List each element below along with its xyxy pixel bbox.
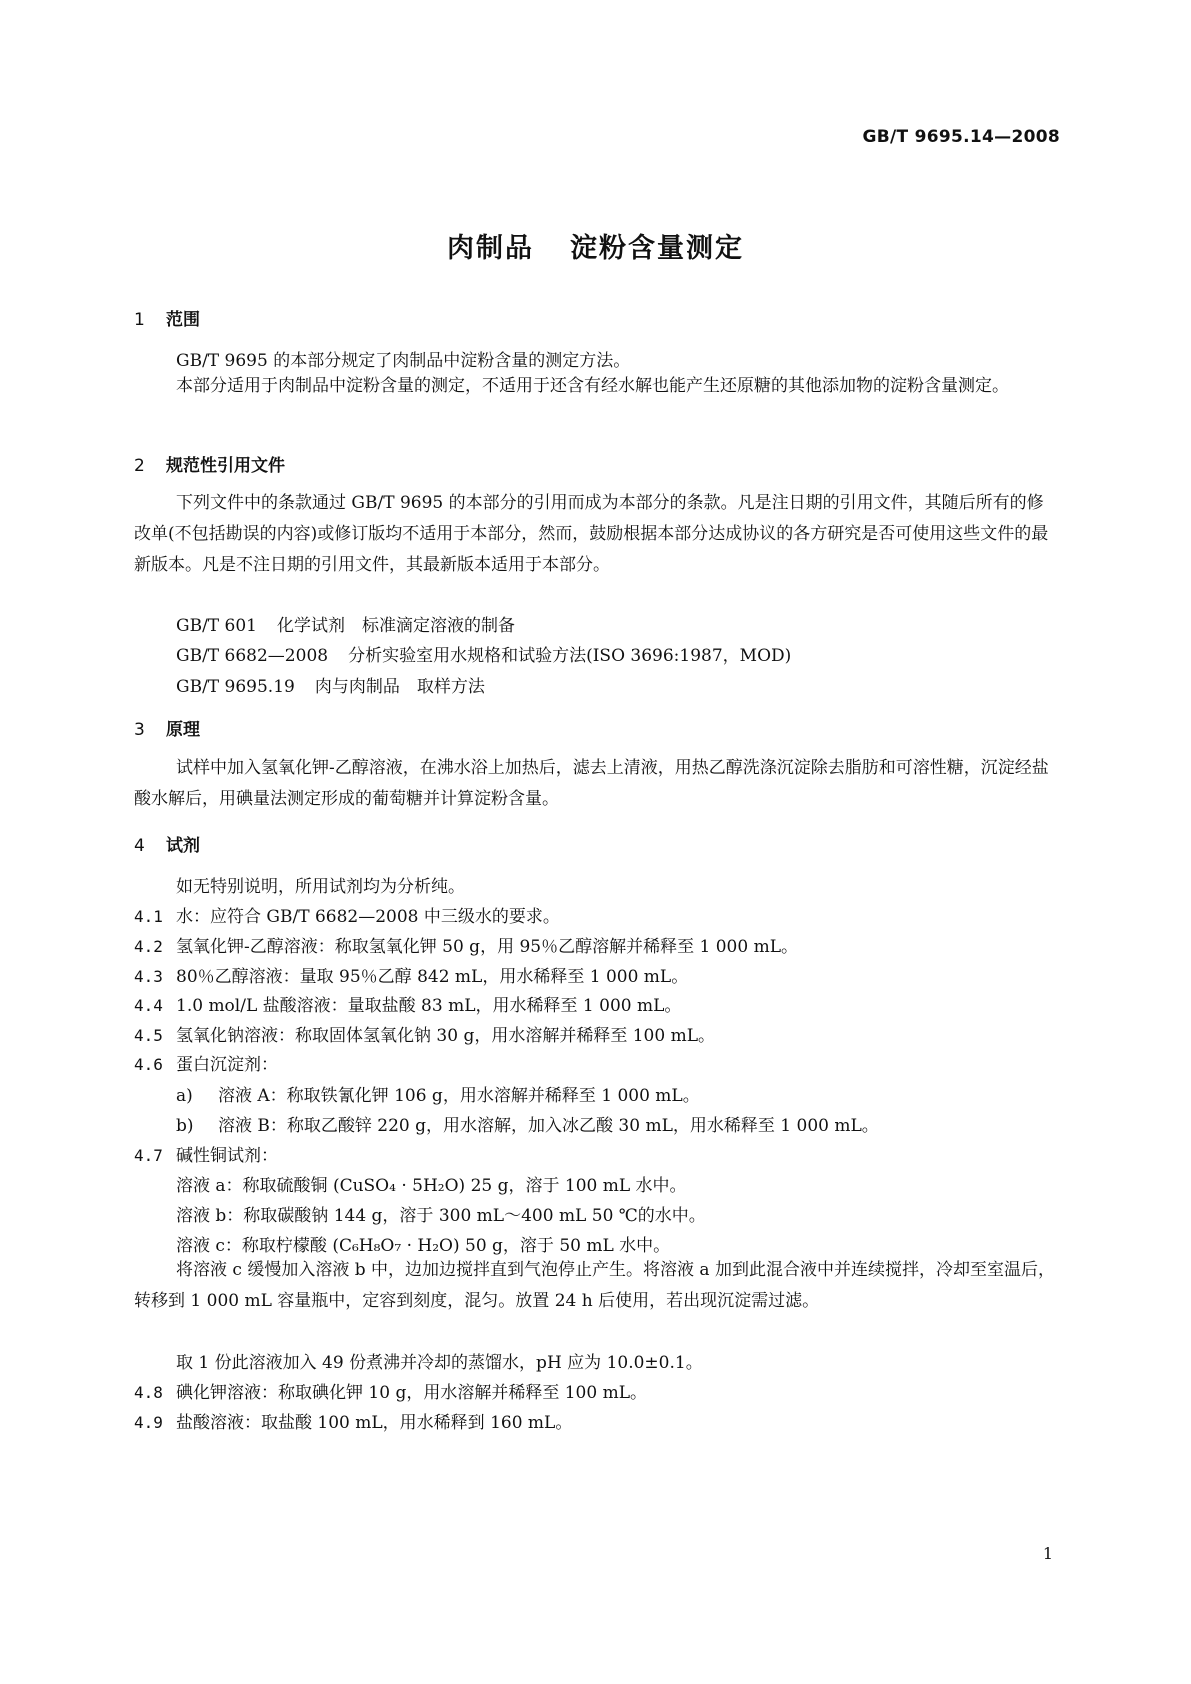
sub-item-marker: a) bbox=[176, 1086, 193, 1106]
clause-item bbox=[134, 1050, 278, 1075]
section-number: 3 bbox=[134, 720, 145, 740]
clause-text: 蛋白沉淀剂： bbox=[176, 1055, 278, 1075]
clause-number: 4.7 bbox=[134, 1146, 163, 1165]
clause-text: 水：应符合 GB/T 6682—2008 中三级水的要求。 bbox=[176, 907, 560, 927]
clause-item bbox=[134, 932, 798, 957]
section-1-heading bbox=[134, 305, 200, 330]
dilution-instructions: 取 1 份此溶液加入 49 份煮沸并冷却的蒸馏水，pH 应为 10.0±0.1。 bbox=[176, 1353, 703, 1373]
clause-text: 盐酸溶液：取盐酸 100 mL，用水稀释到 160 mL。 bbox=[176, 1413, 573, 1433]
reference-code: GB/T 6682—2008 bbox=[176, 646, 329, 666]
clause-text: 碘化钾溶液：称取碘化钾 10 g，用水溶解并稀释至 100 mL。 bbox=[176, 1383, 647, 1403]
clause-number: 4.3 bbox=[134, 967, 163, 986]
clause-text: 1.0 mol/L 盐酸溶液：量取盐酸 83 mL，用水稀释至 1 000 mL。 bbox=[176, 996, 682, 1016]
s3-paragraph-1: 试样中加入氢氧化钾-乙醇溶液，在沸水浴上加热后，滤去上清液，用热乙醇洗涤沉淀除去脂肪和可溶性糖，沉淀经盐酸水解后，用碘量法测定形成的葡萄糖并计算淀粉含量。 bbox=[134, 758, 1049, 809]
reference-code: GB/T 601 bbox=[176, 616, 257, 636]
clause-text: 80％乙醇溶液：量取 95％乙醇 842 mL，用水稀释至 1 000 mL。 bbox=[176, 967, 689, 987]
clause-item bbox=[134, 962, 688, 987]
sub-item bbox=[176, 1111, 879, 1136]
sub-item-text: 溶液 A：称取铁氰化钾 106 g，用水溶解并稀释至 1 000 mL。 bbox=[218, 1086, 700, 1106]
clause-item bbox=[134, 1141, 278, 1166]
section-number: 2 bbox=[134, 456, 145, 476]
clause-text: 氢氧化钾-乙醇溶液：称取氢氧化钾 50 g，用 95％乙醇溶解并稀释至 1 000 mL。 bbox=[176, 937, 798, 957]
section-2-heading bbox=[134, 451, 285, 476]
clause-item bbox=[134, 902, 560, 927]
sub-item bbox=[176, 1081, 700, 1106]
clause-number: 4.5 bbox=[134, 1026, 163, 1045]
s4-intro: 如无特别说明，所用试剂均为分析纯。 bbox=[176, 877, 465, 897]
clause-number: 4.8 bbox=[134, 1383, 163, 1402]
section-number: 1 bbox=[134, 310, 145, 330]
reference-title: 肉与肉制品 取样方法 bbox=[314, 677, 485, 697]
clause-number: 4.9 bbox=[134, 1413, 163, 1432]
title-part1: 肉制品 bbox=[447, 233, 534, 264]
reference-code: GB/T 9695.19 bbox=[176, 677, 295, 697]
clause-item bbox=[134, 1378, 647, 1403]
clause-item bbox=[134, 1408, 572, 1433]
section-number: 4 bbox=[134, 836, 145, 856]
section-4-heading bbox=[134, 831, 200, 856]
reference-item bbox=[176, 611, 515, 636]
solution-b: 溶液 b：称取碳酸钠 144 g，溶于 300 mL～400 mL 50 ℃的水中。 bbox=[176, 1206, 706, 1226]
sub-item-text: 溶液 B：称取乙酸锌 220 g，用水溶解，加入冰乙酸 30 mL，用水稀释至 1 000 mL。 bbox=[218, 1116, 879, 1136]
section-title: 范围 bbox=[166, 310, 200, 330]
clause-item bbox=[134, 1021, 715, 1046]
section-title: 试剂 bbox=[166, 836, 200, 856]
reference-title: 分析实验室用水规格和试验方法(ISO 3696:1987，MOD) bbox=[348, 646, 792, 666]
section-title: 规范性引用文件 bbox=[166, 456, 285, 476]
solution-a: 溶液 a：称取硫酸铜 (CuSO₄ · 5H₂O) 25 g，溶于 100 mL 水中。 bbox=[176, 1176, 687, 1196]
s1-paragraph-1: GB/T 9695 的本部分规定了肉制品中淀粉含量的测定方法。 bbox=[176, 351, 631, 371]
page-number: 1 bbox=[1042, 1544, 1053, 1563]
clause-number: 4.1 bbox=[134, 907, 163, 926]
title-part2: 淀粉含量测定 bbox=[570, 233, 744, 264]
reference-item bbox=[176, 672, 485, 697]
clause-item bbox=[134, 991, 681, 1016]
section-3-heading bbox=[134, 715, 200, 740]
s1-paragraph-2: 本部分适用于肉制品中淀粉含量的测定，不适用于还含有经水解也能产生还原糖的其他添加物的淀粉含量测定。 bbox=[176, 376, 1009, 396]
clause-number: 4.6 bbox=[134, 1055, 163, 1074]
clause-text: 碱性铜试剂： bbox=[176, 1146, 278, 1166]
clause-number: 4.2 bbox=[134, 937, 163, 956]
reference-title: 化学试剂 标准滴定溶液的制备 bbox=[277, 616, 515, 636]
standard-code: GB/T 9695.14—2008 bbox=[862, 127, 1060, 147]
solution-c: 溶液 c：称取柠檬酸 (C₆H₈O₇ · H₂O) 50 g，溶于 50 mL 水中。 bbox=[176, 1236, 671, 1256]
document-title bbox=[0, 226, 1191, 265]
section-title: 原理 bbox=[166, 720, 200, 740]
s2-paragraph-1: 下列文件中的条款通过 GB/T 9695 的本部分的引用而成为本部分的条款。凡是注日期的引用文件，其随后所有的修改单(不包括勘误的内容)或修订版均不适用于本部分，然而，鼓励根据本部分达成协议的各方研究是否可使用这些文件的最新版本。凡是不注日期的引用文件，其最新版本适用于本部分。 bbox=[134, 493, 1049, 575]
clause-number: 4.4 bbox=[134, 996, 163, 1015]
mixing-instructions: 将溶液 c 缓慢加入溶液 b 中，边加边搅拌直到气泡停止产生。将溶液 a 加到此混合液中并连续搅拌，冷却至室温后，转移到 1 000 mL 容量瓶中，定容到刻度，混匀。放置 24 h 后使用，若出现沉淀需过滤。 bbox=[134, 1260, 1055, 1311]
sub-item-marker: b) bbox=[176, 1116, 194, 1136]
clause-text: 氢氧化钠溶液：称取固体氢氧化钠 30 g，用水溶解并稀释至 100 mL。 bbox=[176, 1026, 715, 1046]
reference-item bbox=[176, 641, 791, 666]
